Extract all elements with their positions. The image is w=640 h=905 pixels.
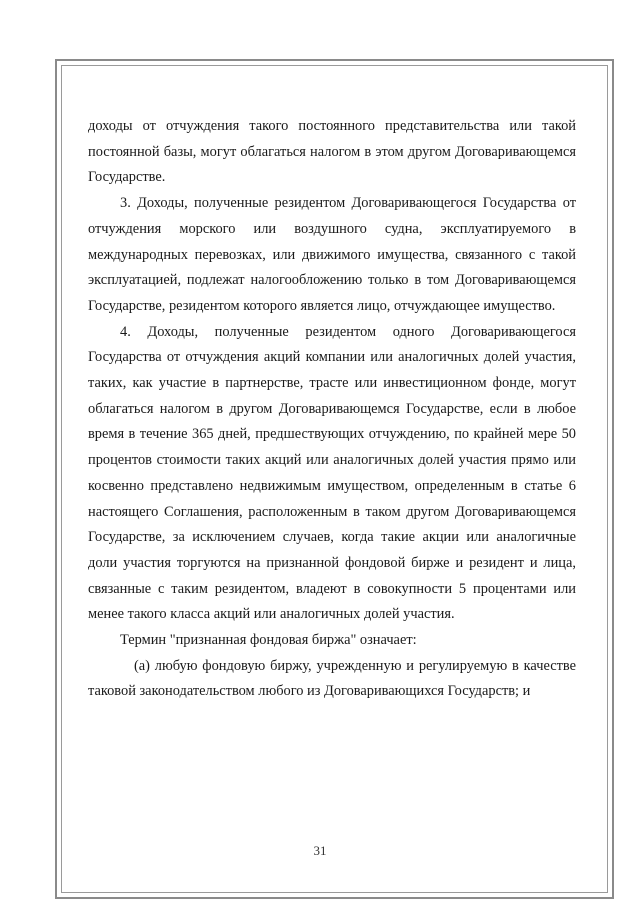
page-number: 31 bbox=[313, 843, 327, 858]
paragraph-continuation: доходы от отчуждения такого постоянного представительства или такой постоянной базы, могут облагаться налогом в этом другом Договаривающемся Государстве. bbox=[88, 118, 576, 186]
document-body bbox=[88, 114, 576, 705]
paragraph-term-definition: Термин "признанная фондовая биржа" означает: bbox=[120, 632, 417, 649]
paragraph-clause-3: 3. Доходы, полученные резидентом Договаривающегося Государства от отчуждения морского или воздушного судна, эксплуатируемого в международных перевозках, или движимого имущества, связанного с такой эксплуатацией, подлежат налогообложению только в том Договаривающемся Государстве, резидентом которого является лицо, отчуждающее имущество. bbox=[88, 195, 576, 314]
paragraph-item-a: (a) любую фондовую биржу, учрежденную и регулируемую в качестве таковой законодательством любого из Договаривающихся Государств; и bbox=[88, 657, 576, 700]
paragraph-clause-4: 4. Доходы, полученные резидентом одного Договаривающегося Государства от отчуждения акций компании или аналогичных долей участия, таких, как участие в партнерстве, трасте или инвестиционном фонде, могут облагаться налогом в другом Договаривающемся Государстве, если в любое время в течение 365 дней, предшествующих отчуждению, по крайней мере 50 процентов стоимости таких акций или аналогичных долей участия прямо или косвенно представлено недвижимым имуществом, определенным в статье 6 настоящего Соглашения, расположенным в таком другом Договаривающемся Государстве, за исключением случаев, когда такие акции или аналогичные доли участия торгуются на признанной фондовой бирже и резидент и лица, связанные с таким резидентом, владеют в совокупности 5 процентами или менее такого класса акций или аналогичных долей участия. bbox=[88, 323, 576, 623]
